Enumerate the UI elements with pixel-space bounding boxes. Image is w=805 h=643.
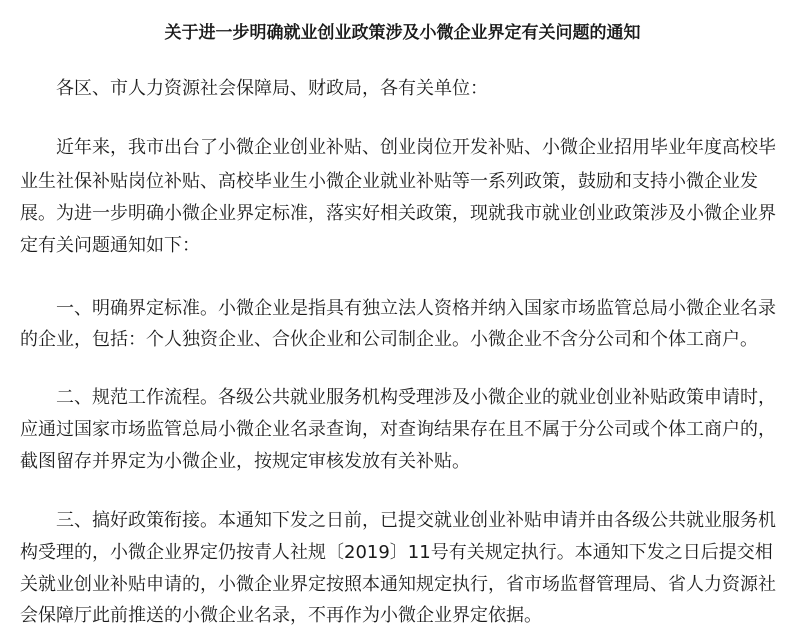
text-line: 二、规范工作流程。各级公共就业服务机构受理涉及小微企业的就业创业补贴政策申请时， — [56, 387, 776, 408]
document-title: 关于进一步明确就业创业政策涉及小微企业界定有关问题的通知 — [164, 23, 641, 43]
text-line: 会保障厅此前推送的小微企业名录，不再作为小微企业界定依据。 — [20, 605, 542, 626]
text-line: 定有关问题通知如下： — [20, 235, 200, 256]
text-line: 近年来，我市出台了小微企业创业补贴、创业岗位开发补贴、小微企业招用毕业年度高校毕 — [56, 137, 776, 158]
text-line: 一、明确界定标准。小微企业是指具有独立法人资格并纳入国家市场监管总局小微企业名录 — [56, 298, 776, 319]
text-line: 三、搞好政策衔接。本通知下发之日前，已提交就业创业补贴申请并由各级公共就业服务机 — [56, 510, 776, 531]
text-line: 的企业，包括：个人独资企业、合伙企业和公司制企业。小微企业不含分公司和个体工商户。 — [20, 329, 758, 350]
text-line: 构受理的，小微企业界定仍按青人社规〔2019〕11号有关规定执行。本通知下发之日后提交相 — [20, 542, 773, 563]
text-line: 截图留存并界定为小微企业，按规定审核发放有关补贴。 — [20, 451, 470, 472]
salutation: 各区、市人力资源社会保障局、财政局，各有关单位： — [56, 78, 488, 99]
text-line: 展。为进一步明确小微企业界定标准，落实好相关政策，现就我市就业创业政策涉及小微企业界 — [20, 203, 776, 224]
text-line: 业生社保补贴岗位补贴、高校毕业生小微企业就业补贴等一系列政策，鼓励和支持小微企业发 — [20, 171, 758, 192]
text-line: 关就业创业补贴申请的，小微企业界定按照本通知规定执行，省市场监督管理局、省人力资源社 — [20, 574, 776, 595]
text-line: 应通过国家市场监管总局小微企业名录查询，对查询结果存在且不属于分公司或个体工商户的， — [20, 419, 776, 440]
